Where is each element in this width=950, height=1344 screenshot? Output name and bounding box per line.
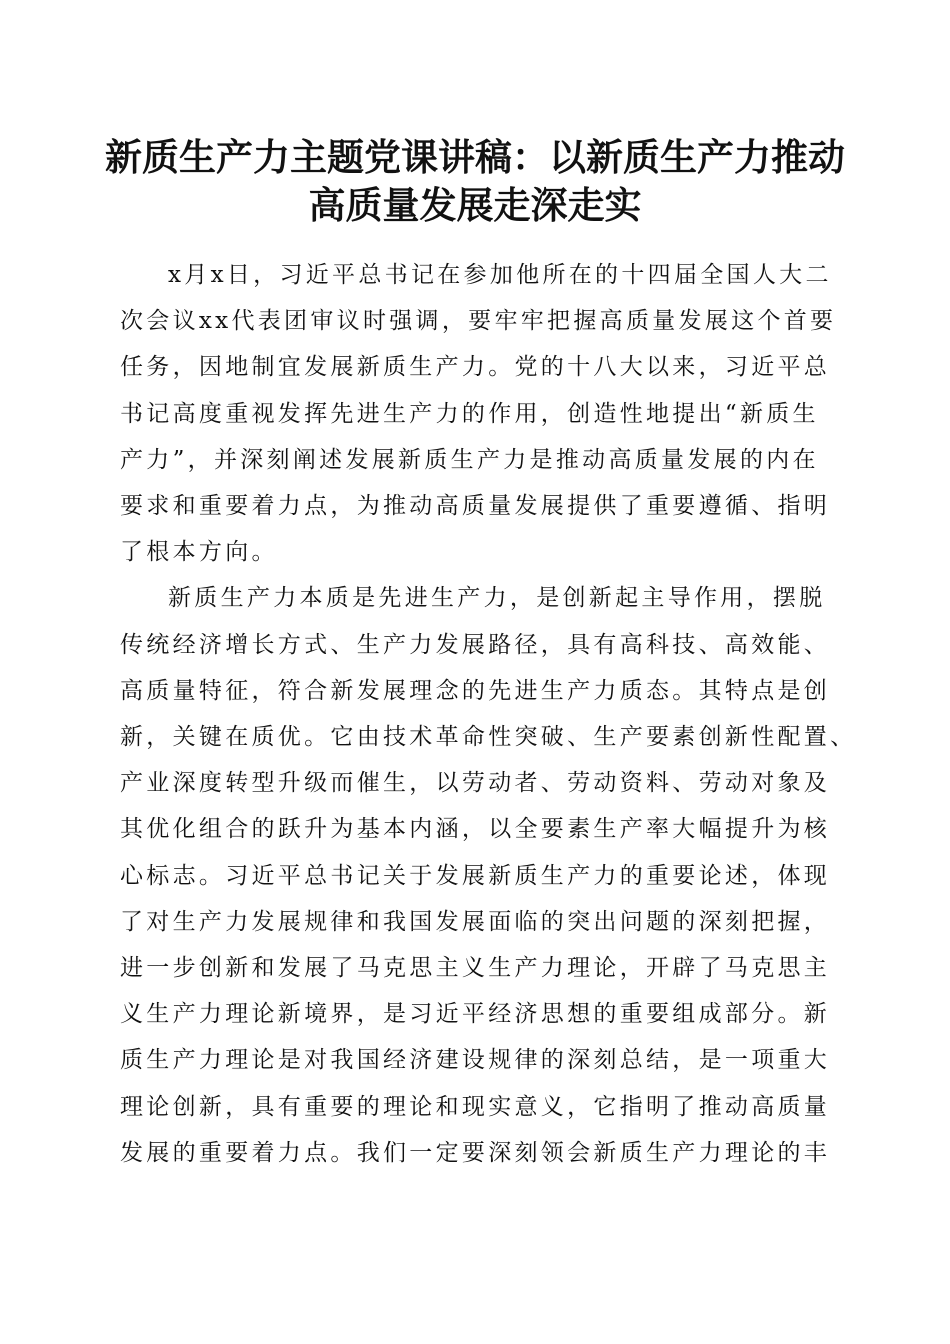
paragraph-line: 任务，因地制宜发展新质生产力。党的十八大以来，习近平总	[120, 354, 831, 381]
paragraph-line: 产力”，并深刻阐述发展新质生产力是推动高质量发展的内在	[120, 446, 819, 473]
paragraph-line: 义生产力理论新境界，是习近平经济思想的重要组成部分。新	[120, 1001, 831, 1028]
paragraph-line: 了对生产力发展规律和我国发展面临的突出问题的深刻把握，	[120, 908, 831, 935]
paragraph-line: 高质量特征，符合新发展理念的先进生产力质态。其特点是创	[120, 677, 831, 704]
paragraph-line: 其优化组合的跃升为基本内涵，以全要素生产率大幅提升为核	[120, 816, 831, 843]
document-title	[100, 133, 850, 229]
paragraph-line: 次会议xx代表团审议时强调，要牢牢把握高质量发展这个首要	[120, 308, 837, 335]
paragraph-line: 书记高度重视发挥先进生产力的作用，创造性地提出“新质生	[120, 400, 819, 427]
title-line-1: 新质生产力主题党课讲稿：以新质生产力推动	[105, 135, 845, 179]
paragraph-line: 发展的重要着力点。我们一定要深刻领会新质生产力理论的丰	[120, 1139, 831, 1166]
paragraph-line: 进一步创新和发展了马克思主义生产力理论，开辟了马克思主	[120, 955, 831, 982]
document-body	[120, 252, 857, 1176]
paragraph-line: 传统经济增长方式、生产力发展路径，具有高科技、高效能、	[120, 631, 831, 658]
paragraph-line: 了根本方向。	[120, 539, 278, 566]
paragraph-line: 心标志。习近平总书记关于发展新质生产力的重要论述，体现	[120, 862, 831, 889]
paragraph-line: 新，关键在质优。它由技术革命性突破、生产要素创新性配置、	[120, 724, 857, 751]
title-line-2: 高质量发展走深走实	[308, 183, 642, 227]
paragraph-line: 产业深度转型升级而催生，以劳动者、劳动资料、劳动对象及	[120, 770, 831, 797]
paragraph-2	[120, 575, 857, 1176]
paragraph-line: x月x日，习近平总书记在参加他所在的十四届全国人大二	[168, 262, 832, 288]
paragraph-1	[120, 252, 837, 575]
paragraph-line: 质生产力理论是对我国经济建设规律的深刻总结，是一项重大	[120, 1047, 831, 1074]
paragraph-line: 要求和重要着力点，为推动高质量发展提供了重要遵循、指明	[120, 493, 831, 520]
paragraph-line: 理论创新，具有重要的理论和现实意义，它指明了推动高质量	[120, 1093, 831, 1120]
paragraph-line: 新质生产力本质是先进生产力，是创新起主导作用，摆脱	[168, 585, 826, 612]
